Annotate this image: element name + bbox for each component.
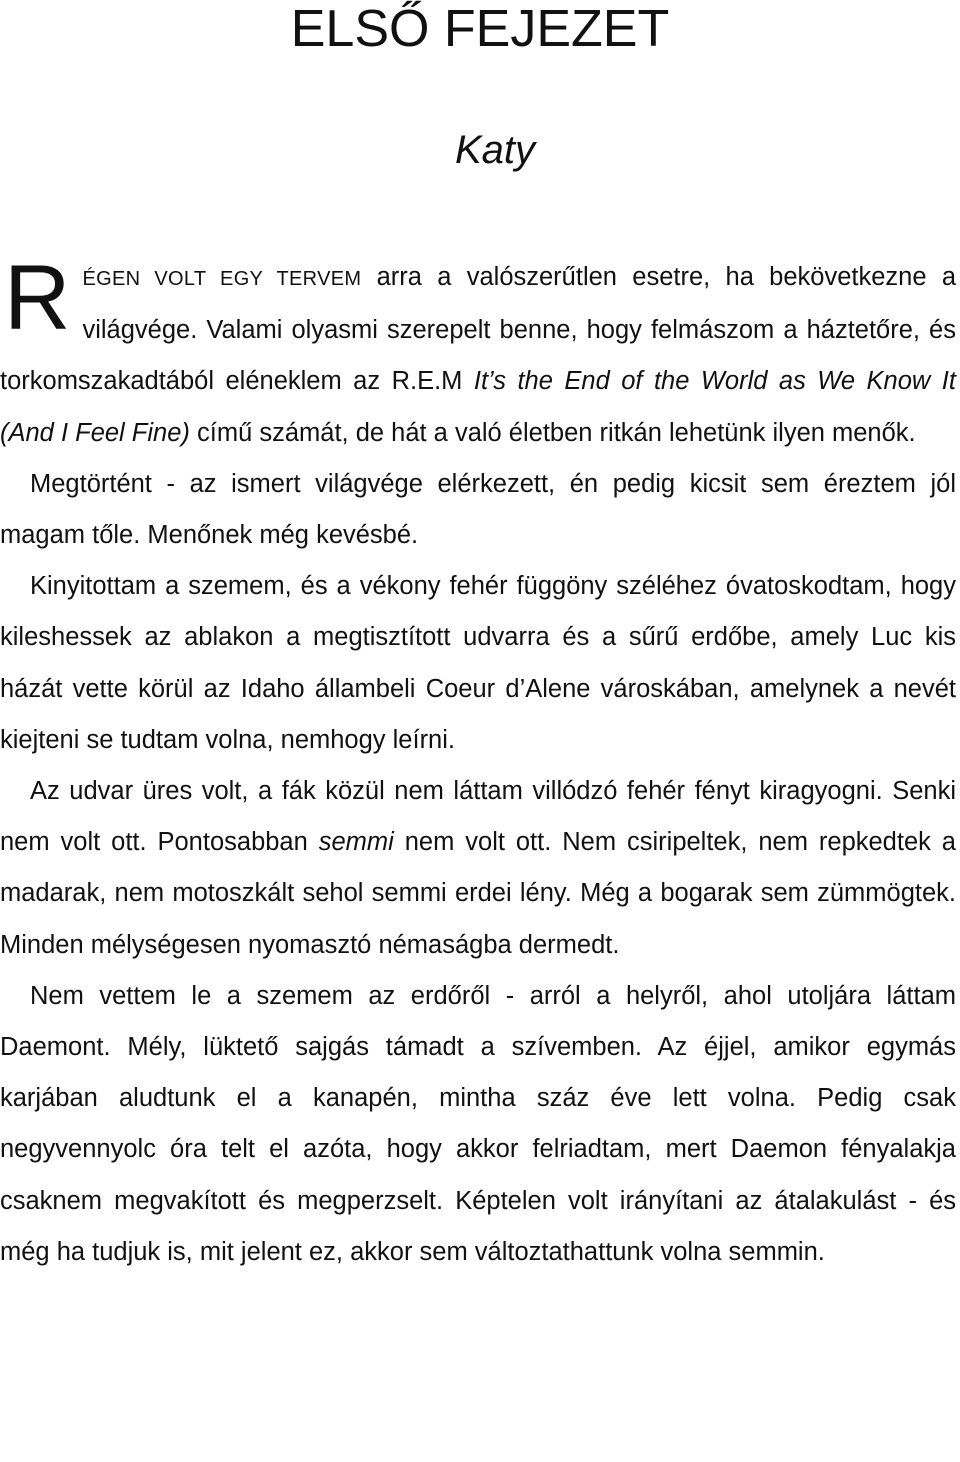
small-caps-opening: ÉGEN VOLT EGY TERVEM (82, 268, 362, 290)
paragraph-4 (0, 766, 956, 971)
paragraph-3: Kinyitottam a szemem, és a vékony fehér függöny széléhez óvatoskodtam, hogy kileshessek az ablakon a megtisztított udvarra és a sűrű erdőbe, amely Luc kis házát vette körül az Idaho állambeli Coeur d’Alene városkában, amelynek a nevét kiejteni se tudtam volna, nemhogy leírni. (0, 572, 956, 754)
emphasis-word: semmi (318, 828, 394, 857)
paragraph-5: Nem vettem le a szemem az erdőről - arról a helyről, ahol utoljára láttam Daemont. Mély, lüktető sajgás támadt a szívemben. Az éjjel, amikor egymás karjában aludtunk el a kanapén, mintha száz éve lett volna. Pedig csak negyvennyolc óra telt el azóta, hogy akkor felriadtam, mert Daemon fényalakja csaknem megvakított és megperzselt. Képtelen volt irányítani az átalakulást - és még ha tudjuk is, mit jelent ez, akkor sem változtathattunk volna semmin. (0, 981, 956, 1266)
paragraph-2: Megtörtént - az ismert világvége elérkezett, én pedig kicsit sem éreztem jól magam tőle. Menőnek még kevésbé. (0, 469, 956, 550)
paragraph-1 (0, 247, 956, 459)
paragraph-4-text-b: nem volt ott. Nem csiripeltek, nem repkedtek a madarak, nem motoszkált sehol semmi erdei lény. Még a bogarak sem zümmögtek. Minden mélységesen nyomasztó némaságba dermedt. (0, 828, 956, 959)
paragraph-4-text-a: Az udvar üres volt, a fák közül nem láttam villódzó fehér fényt kiragyogni. Senki nem volt ott. Pontosabban (0, 777, 956, 857)
chapter-subtitle: Katy (454, 128, 536, 172)
paragraph-1-text-b: című számát, de hát a való életben ritkán lehetünk ilyen menők. (189, 418, 916, 447)
body-text (0, 247, 956, 1278)
paragraph-1-text-a: arra a valószerűtlen esetre, ha bekövetkezne a világvége. Valami olyasmi szerepelt benne, hogy felmászom a háztetőre, és torkomszakadtából eléneklem az R.E.M (0, 263, 956, 396)
chapter-title: ELSŐ FEJEZET (290, 0, 670, 58)
drop-cap: R (4, 247, 71, 349)
song-title: It’s the End of the World as We Know It (And I Feel Fine) (0, 367, 956, 447)
